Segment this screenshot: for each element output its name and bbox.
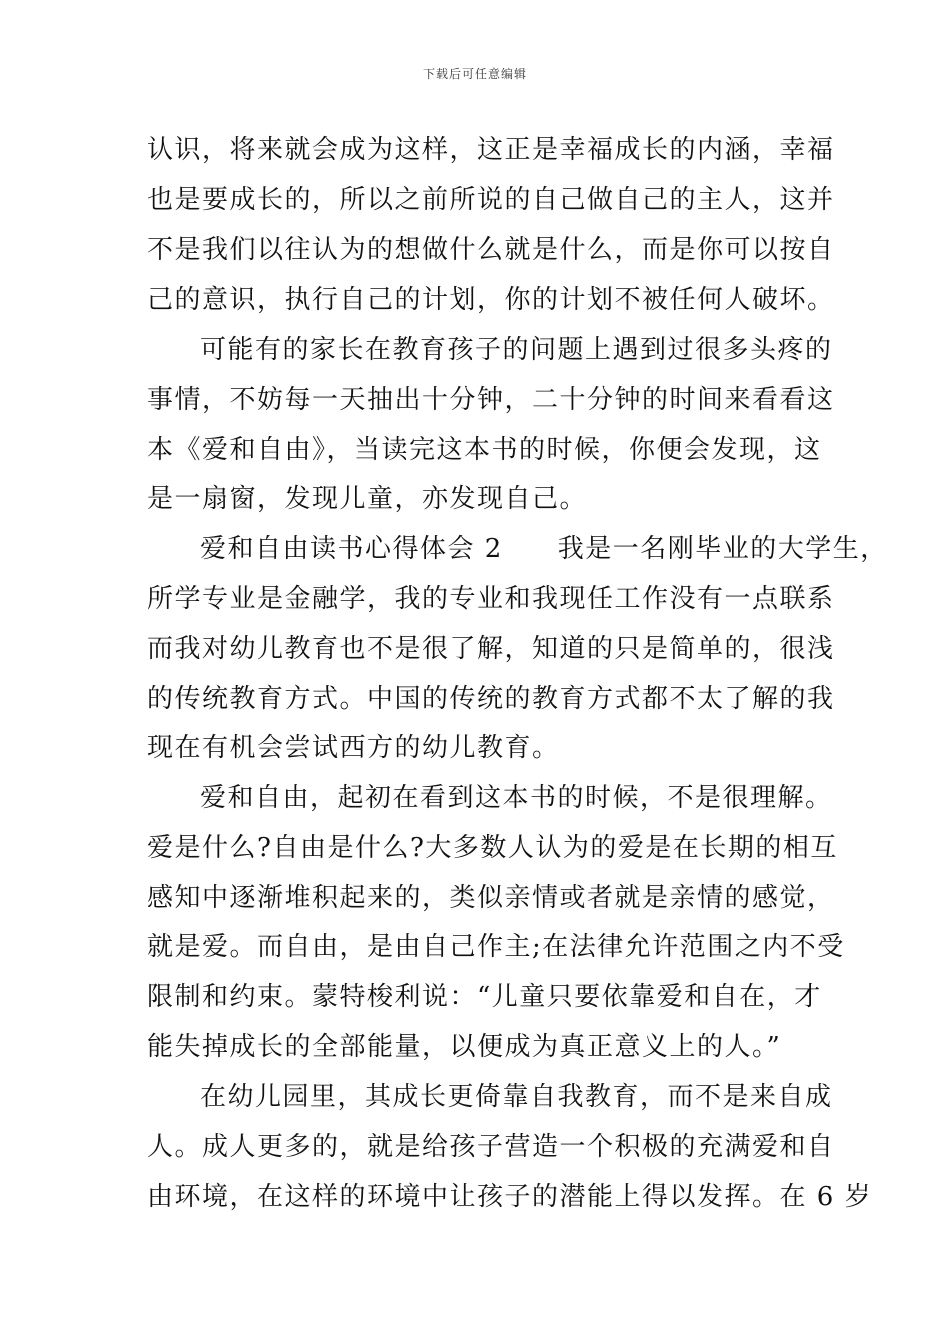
text-line: 人。成人更多的，就是给孩子营造一个积极的充满爱和自 [147, 1132, 835, 1162]
text-line: 就是爱。而自由，是由自己作主;在法律允许范围之内不受 [147, 932, 845, 962]
paragraph-start-line: 在幼儿园里，其成长更倚靠自我教育，而不是来自成 [200, 1082, 833, 1112]
text-line: 事情，不妨每一天抽出十分钟，二十分钟的时间来看看这 [147, 385, 835, 415]
text-line: 而我对幼儿教育也不是很了解，知道的只是简单的，很浅 [147, 634, 835, 664]
text-line: 由环境，在这样的环境中让孩子的潜能上得以发挥。在 6 岁 [147, 1182, 873, 1212]
text-line: 己的意识，执行自己的计划，你的计划不被任何人破坏。 [147, 285, 835, 315]
text-line: 能失掉成长的全部能量，以便成为真正意义上的人。” [147, 1032, 782, 1062]
text-line: 也是要成长的，所以之前所说的自己做自己的主人，这并 [147, 185, 835, 215]
text-line: 感知中逐渐堆积起来的，类似亲情或者就是亲情的感觉， [147, 883, 835, 913]
text-line: 不是我们以往认为的想做什么就是什么，而是你可以按自 [147, 235, 835, 265]
text-line: 爱是什么?自由是什么?大多数人认为的爱是在长期的相互 [147, 833, 838, 863]
section-heading-line: 爱和自由读书心得体会 2 我是一名刚毕业的大学生， [200, 534, 888, 564]
text-line: 的传统教育方式。中国的传统的教育方式都不太了解的我 [147, 684, 835, 714]
text-line: 本《爱和自由》，当读完这本书的时候，你便会发现，这 [147, 435, 822, 465]
text-line: 所学专业是金融学，我的专业和我现任工作没有一点联系 [147, 584, 835, 614]
text-line: 限制和约束。蒙特梭利说：“儿童只要依靠爱和自在，才 [147, 982, 822, 1012]
paragraph-start-line: 爱和自由，起初在看到这本书的时候，不是很理解。 [200, 783, 833, 813]
paragraph-start-line: 可能有的家长在教育孩子的问题上遇到过很多头疼的 [200, 335, 833, 365]
text-line: 认识，将来就会成为这样，这正是幸福成长的内涵，幸福 [147, 135, 835, 165]
text-line: 是一扇窗，发现儿童，亦发现自己。 [147, 484, 588, 514]
text-line: 现在有机会尝试西方的幼儿教育。 [147, 733, 560, 763]
page-header: 下载后可任意编辑 [422, 67, 527, 81]
